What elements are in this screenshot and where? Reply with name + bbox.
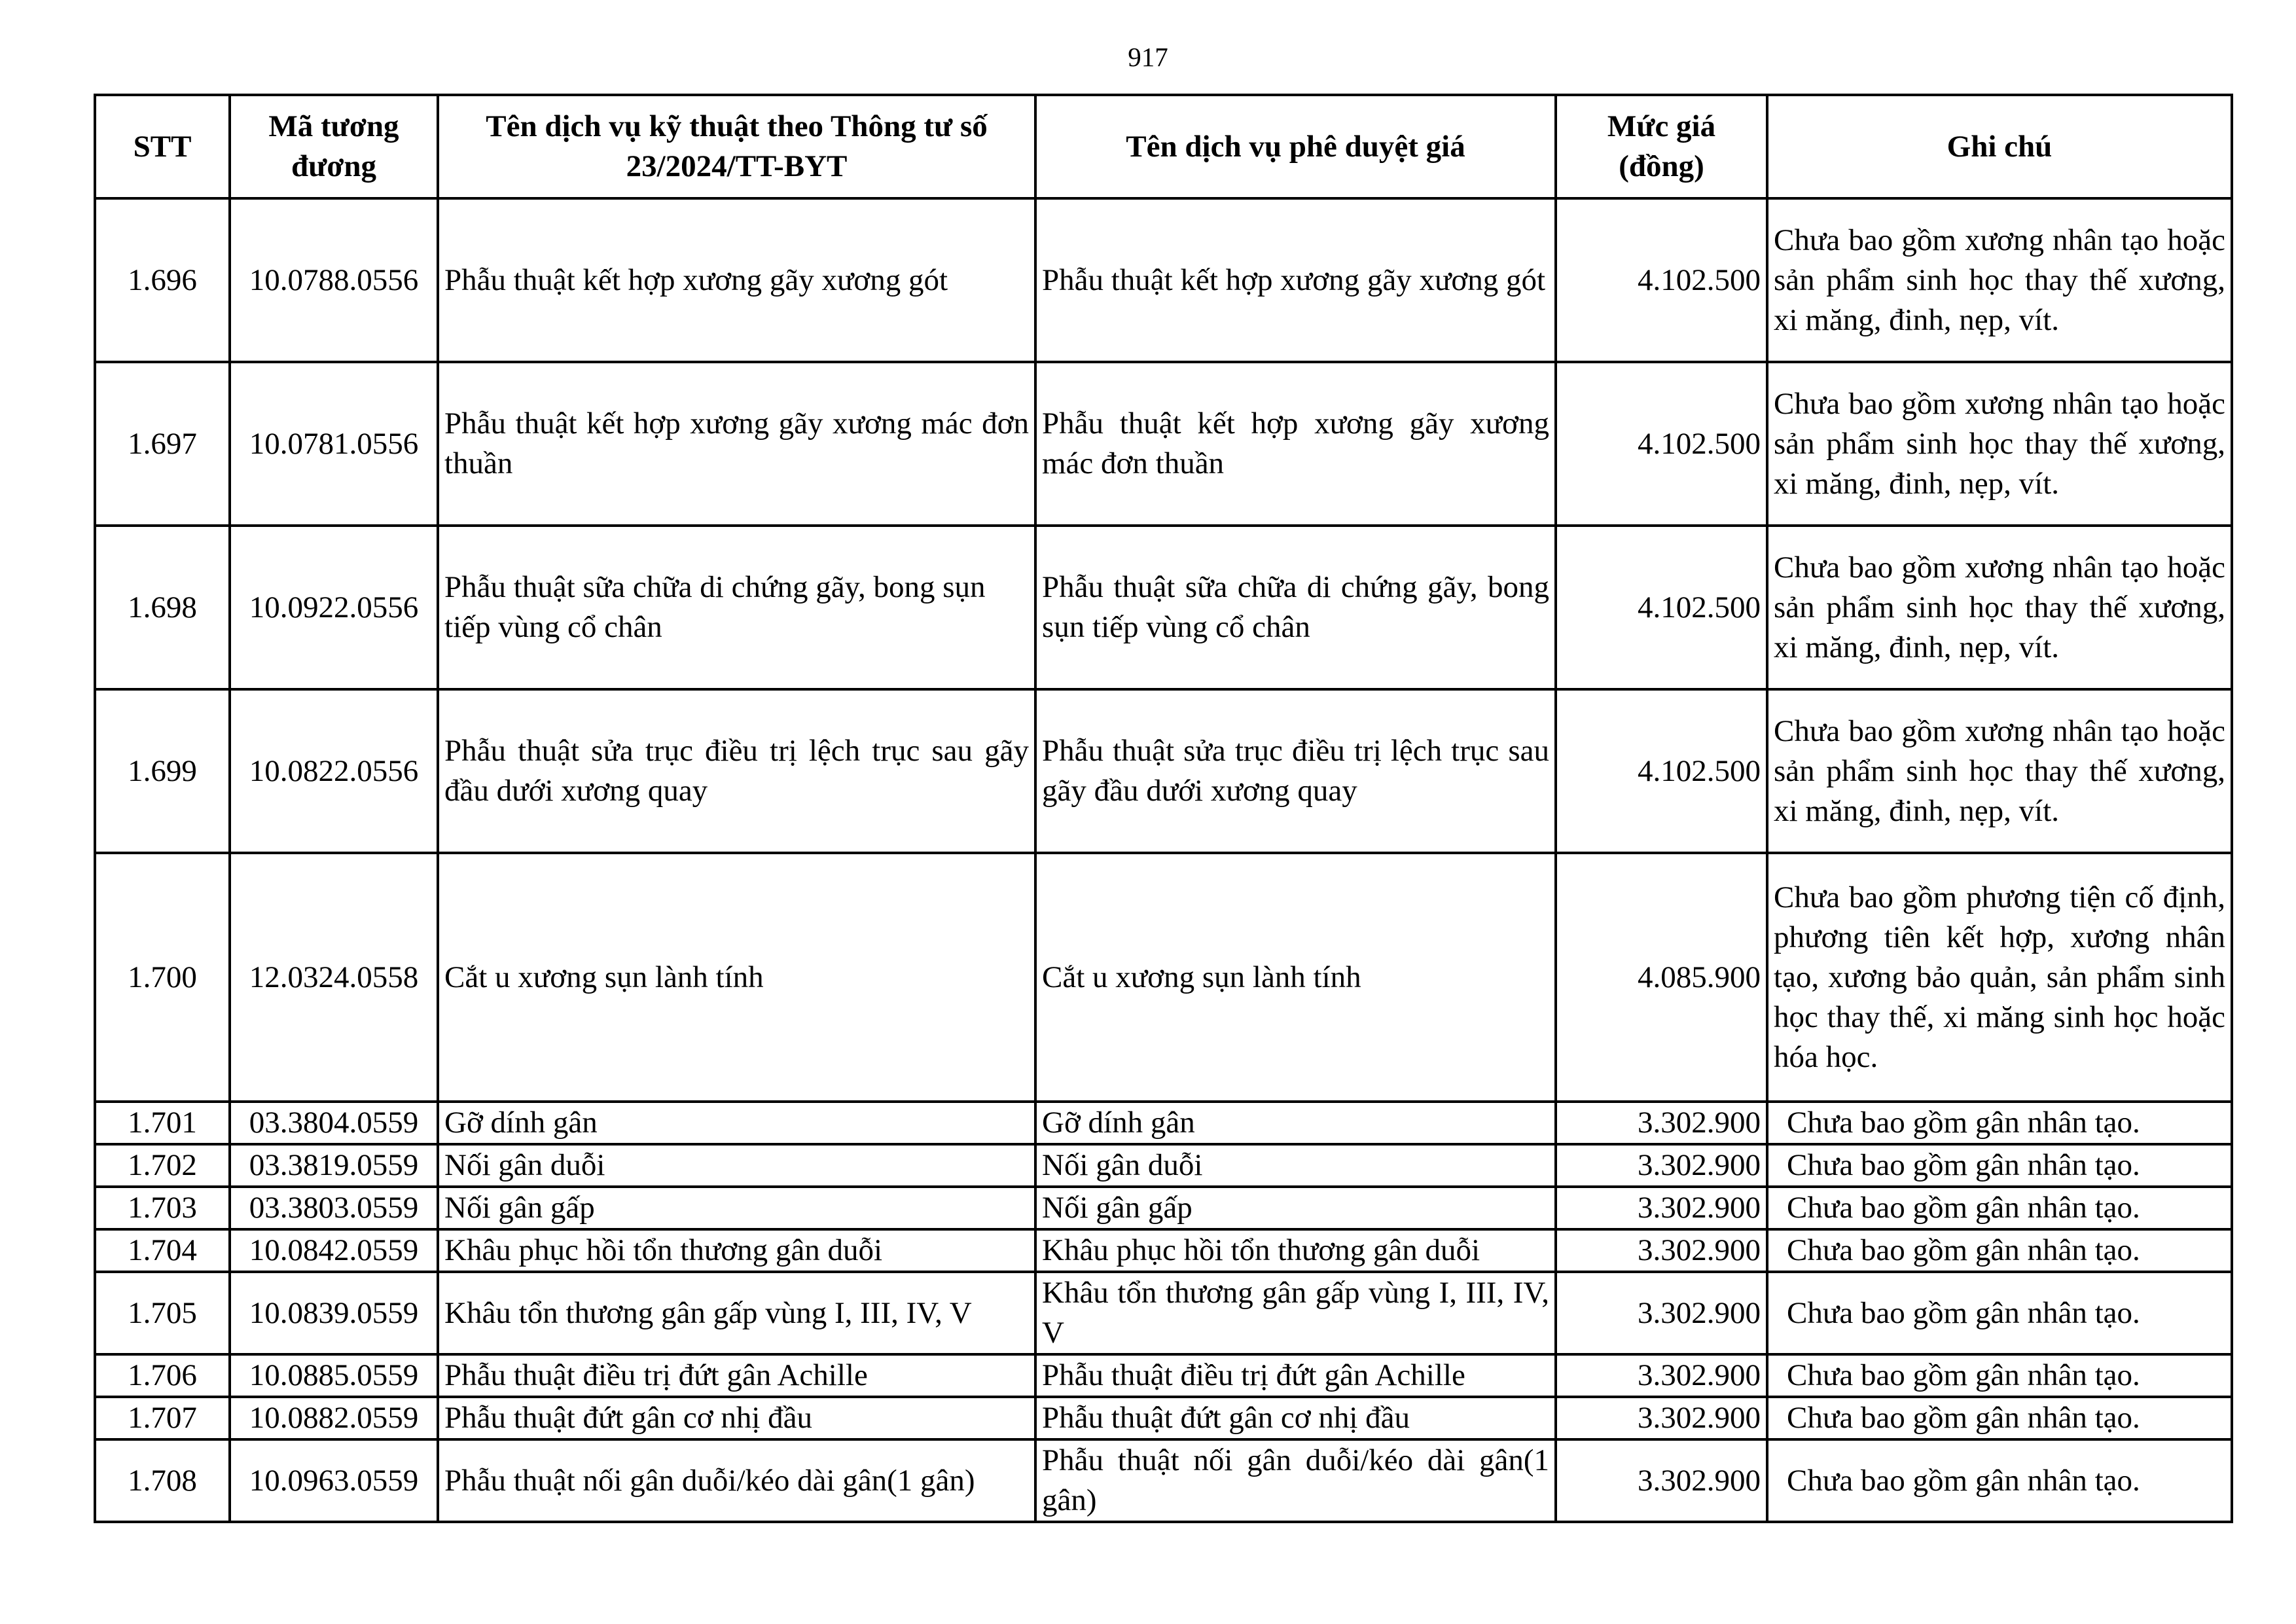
cell-stt: 1.703 <box>95 1187 230 1229</box>
cell-note: Chưa bao gồm xương nhân tạo hoặc sản phẩm sinh học thay thế xương, xi măng, đinh, nẹp, vít. <box>1767 198 2232 362</box>
cell-code: 10.0885.0559 <box>230 1354 438 1397</box>
cell-stt: 1.704 <box>95 1229 230 1272</box>
cell-stt: 1.701 <box>95 1102 230 1144</box>
cell-code: 10.0922.0556 <box>230 526 438 689</box>
table-header-row <box>95 95 2232 198</box>
cell-approved-name: Phẫu thuật điều trị đứt gân Achille <box>1035 1354 1556 1397</box>
cell-stt: 1.696 <box>95 198 230 362</box>
cell-code: 03.3819.0559 <box>230 1144 438 1187</box>
table-row <box>95 198 2232 362</box>
cell-stt: 1.705 <box>95 1272 230 1354</box>
cell-approved-name: Phẫu thuật đứt gân cơ nhị đầu <box>1035 1397 1556 1439</box>
header-stt: STT <box>95 95 230 198</box>
cell-price: 3.302.900 <box>1556 1102 1767 1144</box>
cell-note: Chưa bao gồm gân nhân tạo. <box>1767 1439 2232 1522</box>
cell-code: 12.0324.0558 <box>230 853 438 1102</box>
cell-price: 3.302.900 <box>1556 1397 1767 1439</box>
cell-stt: 1.700 <box>95 853 230 1102</box>
cell-approved-name: Phẫu thuật sữa chữa di chứng gãy, bong sụn tiếp vùng cổ chân <box>1035 526 1556 689</box>
cell-note: Chưa bao gồm gân nhân tạo. <box>1767 1187 2232 1229</box>
cell-service-name: Nối gân duỗi <box>438 1144 1035 1187</box>
cell-note: Chưa bao gồm gân nhân tạo. <box>1767 1272 2232 1354</box>
cell-service-name: Phẫu thuật kết hợp xương gãy xương mác đơn thuần <box>438 362 1035 526</box>
cell-service-name: Khâu phục hồi tổn thương gân duỗi <box>438 1229 1035 1272</box>
cell-price: 3.302.900 <box>1556 1354 1767 1397</box>
cell-price: 4.102.500 <box>1556 362 1767 526</box>
page-number: 917 <box>1128 42 1168 72</box>
cell-service-name: Gỡ dính gân <box>438 1102 1035 1144</box>
cell-price: 3.302.900 <box>1556 1229 1767 1272</box>
cell-note: Chưa bao gồm xương nhân tạo hoặc sản phẩm sinh học thay thế xương, xi măng, đinh, nẹp, vít. <box>1767 526 2232 689</box>
cell-stt: 1.707 <box>95 1397 230 1439</box>
cell-service-name: Khâu tổn thương gân gấp vùng I, III, IV, V <box>438 1272 1035 1354</box>
cell-note: Chưa bao gồm xương nhân tạo hoặc sản phẩm sinh học thay thế xương, xi măng, đinh, nẹp, vít. <box>1767 689 2232 853</box>
table-row <box>95 1144 2232 1187</box>
cell-service-name: Nối gân gấp <box>438 1187 1035 1229</box>
cell-stt: 1.697 <box>95 362 230 526</box>
cell-code: 10.0963.0559 <box>230 1439 438 1522</box>
cell-price: 3.302.900 <box>1556 1439 1767 1522</box>
cell-code: 10.0842.0559 <box>230 1229 438 1272</box>
cell-code: 10.0822.0556 <box>230 689 438 853</box>
cell-price: 4.102.500 <box>1556 526 1767 689</box>
cell-approved-name: Phẫu thuật nối gân duỗi/kéo dài gân(1 gân) <box>1035 1439 1556 1522</box>
cell-approved-name: Phẫu thuật sửa trục điều trị lệch trục sau gãy đầu dưới xương quay <box>1035 689 1556 853</box>
table-row <box>95 689 2232 853</box>
cell-service-name: Phẫu thuật điều trị đứt gân Achille <box>438 1354 1035 1397</box>
cell-approved-name: Phẫu thuật kết hợp xương gãy xương mác đơn thuần <box>1035 362 1556 526</box>
cell-code: 10.0882.0559 <box>230 1397 438 1439</box>
cell-price: 3.302.900 <box>1556 1272 1767 1354</box>
cell-service-name: Phẫu thuật đứt gân cơ nhị đầu <box>438 1397 1035 1439</box>
table-row <box>95 1397 2232 1439</box>
cell-approved-name: Gỡ dính gân <box>1035 1102 1556 1144</box>
cell-stt: 1.708 <box>95 1439 230 1522</box>
cell-note: Chưa bao gồm xương nhân tạo hoặc sản phẩm sinh học thay thế xương, xi măng, đinh, nẹp, vít. <box>1767 362 2232 526</box>
cell-stt: 1.706 <box>95 1354 230 1397</box>
cell-service-name: Phẫu thuật kết hợp xương gãy xương gót <box>438 198 1035 362</box>
cell-code: 03.3804.0559 <box>230 1102 438 1144</box>
cell-approved-name: Nối gân gấp <box>1035 1187 1556 1229</box>
table-row <box>95 1102 2232 1144</box>
cell-approved-name: Phẫu thuật kết hợp xương gãy xương gót <box>1035 198 1556 362</box>
table-row <box>95 526 2232 689</box>
cell-price: 3.302.900 <box>1556 1187 1767 1229</box>
cell-note: Chưa bao gồm gân nhân tạo. <box>1767 1397 2232 1439</box>
cell-price: 4.102.500 <box>1556 198 1767 362</box>
cell-code: 10.0781.0556 <box>230 362 438 526</box>
header-approved-name: Tên dịch vụ phê duyệt giá <box>1035 95 1556 198</box>
table-row <box>95 1439 2232 1522</box>
cell-note: Chưa bao gồm phương tiện cố định, phương tiên kết hợp, xương nhân tạo, xương bảo quản, sản phẩm sinh học thay thế, xi măng sinh học hoặc hóa học. <box>1767 853 2232 1102</box>
cell-note: Chưa bao gồm gân nhân tạo. <box>1767 1102 2232 1144</box>
cell-approved-name: Khâu tổn thương gân gấp vùng I, III, IV, V <box>1035 1272 1556 1354</box>
cell-note: Chưa bao gồm gân nhân tạo. <box>1767 1229 2232 1272</box>
cell-service-name: Phẫu thuật nối gân duỗi/kéo dài gân(1 gân) <box>438 1439 1035 1522</box>
cell-code: 10.0788.0556 <box>230 198 438 362</box>
cell-price: 4.085.900 <box>1556 853 1767 1102</box>
cell-stt: 1.702 <box>95 1144 230 1187</box>
header-price: Mức giá (đồng) <box>1556 95 1767 198</box>
table-row <box>95 362 2232 526</box>
cell-stt: 1.699 <box>95 689 230 853</box>
header-note: Ghi chú <box>1767 95 2232 198</box>
cell-service-name: Phẫu thuật sữa chữa di chứng gãy, bong sụn tiếp vùng cổ chân <box>438 526 1035 689</box>
table-row <box>95 1187 2232 1229</box>
cell-approved-name: Khâu phục hồi tổn thương gân duỗi <box>1035 1229 1556 1272</box>
table-row <box>95 1272 2232 1354</box>
cell-price: 3.302.900 <box>1556 1144 1767 1187</box>
cell-note: Chưa bao gồm gân nhân tạo. <box>1767 1144 2232 1187</box>
cell-approved-name: Cắt u xương sụn lành tính <box>1035 853 1556 1102</box>
header-service-name: Tên dịch vụ kỹ thuật theo Thông tư số 23/2024/TT-BYT <box>438 95 1035 198</box>
service-price-table <box>94 94 2233 1523</box>
cell-service-name: Cắt u xương sụn lành tính <box>438 853 1035 1102</box>
cell-price: 4.102.500 <box>1556 689 1767 853</box>
cell-stt: 1.698 <box>95 526 230 689</box>
table-row <box>95 1229 2232 1272</box>
cell-approved-name: Nối gân duỗi <box>1035 1144 1556 1187</box>
cell-code: 03.3803.0559 <box>230 1187 438 1229</box>
table-row <box>95 1354 2232 1397</box>
cell-service-name: Phẫu thuật sửa trục điều trị lệch trục sau gãy đầu dưới xương quay <box>438 689 1035 853</box>
header-code: Mã tương đương <box>230 95 438 198</box>
cell-note: Chưa bao gồm gân nhân tạo. <box>1767 1354 2232 1397</box>
cell-code: 10.0839.0559 <box>230 1272 438 1354</box>
table-row <box>95 853 2232 1102</box>
